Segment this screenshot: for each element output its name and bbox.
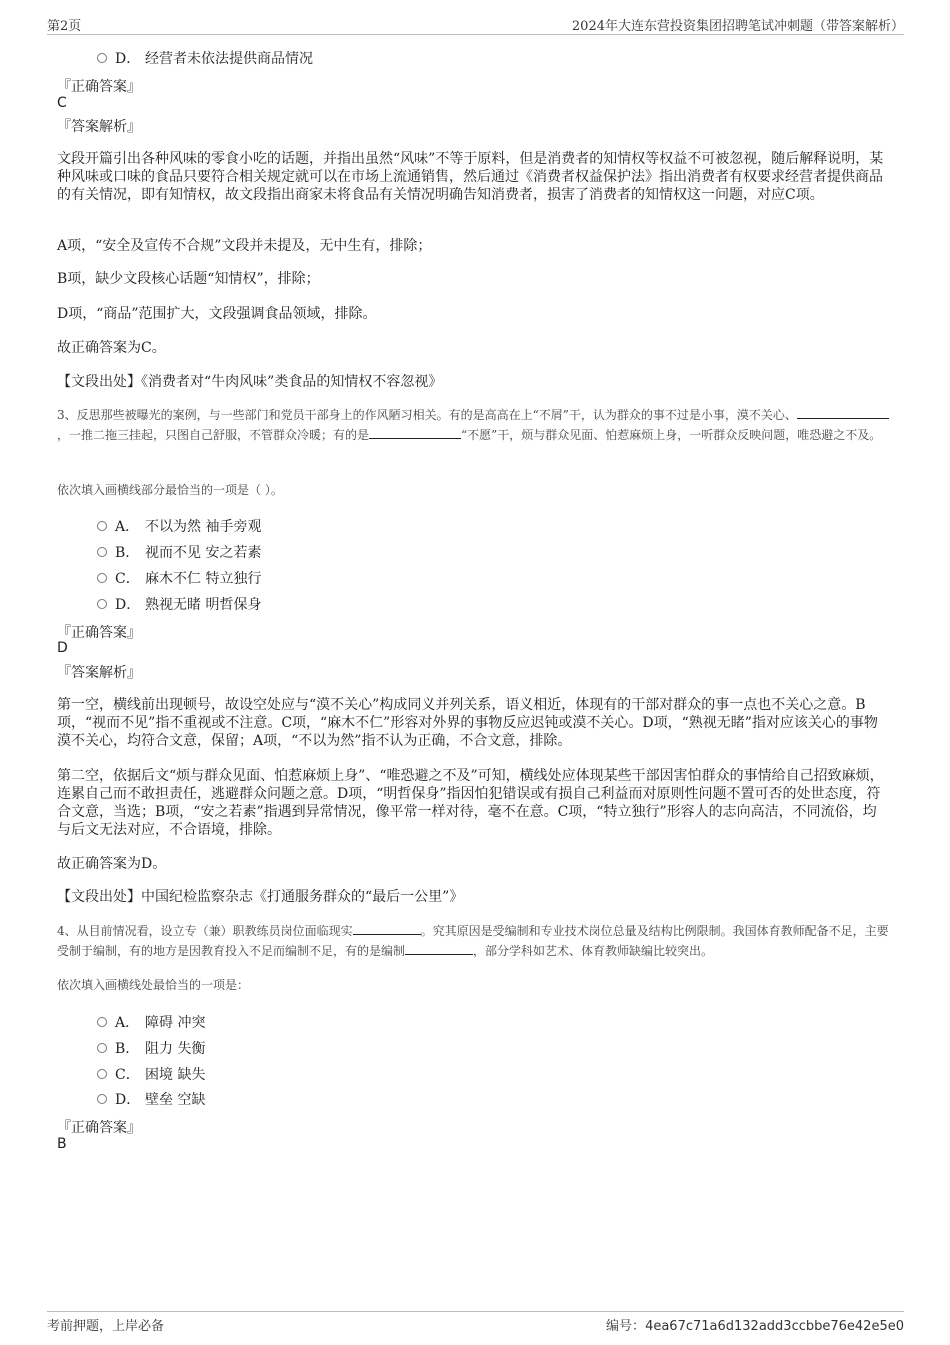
q2-answer: C <box>57 95 67 111</box>
q3-analysis-p3: 故正确答案为D。 <box>57 856 167 872</box>
page-number: 第2页 <box>47 19 82 34</box>
q4-option-c[interactable]: C． 困境 缺失 <box>97 1064 205 1084</box>
q2-analysis-p2: A项，“安全及宣传不合规”文段并未提及，无中生有，排除； <box>57 238 432 254</box>
q3-blank-1 <box>797 406 889 419</box>
radio-icon[interactable] <box>97 53 107 63</box>
q2-analysis-p3: B项，缺少文段核心话题“知情权”，排除； <box>57 271 320 287</box>
radio-icon[interactable] <box>97 547 107 557</box>
q4-blank-2 <box>405 942 473 955</box>
q3-answer: D <box>57 640 68 656</box>
q3-blank-2 <box>369 426 461 439</box>
radio-icon[interactable] <box>97 599 107 609</box>
q3-option-d[interactable]: D． 熟视无睹 明哲保身 <box>97 594 261 614</box>
radio-icon[interactable] <box>97 1094 107 1104</box>
q4-blank-1 <box>353 922 421 935</box>
q4-answer: B <box>57 1136 67 1152</box>
q3-stem: 3、反思那些被曝光的案例，与一些部门和党员干部身上的作风陋习相关。有的是高高在上“不屑”干，认为群众的事不过是小事，漠不关心、，一推二拖三挂起，只图自己舒服，不管群众冷暖；有的是 “不愿”干，烦与群众见面、怕惹麻烦上身，一听群众反映问题，唯恐避之不及。 <box>57 405 895 445</box>
page-footer <box>47 1311 904 1336</box>
document-title: 2024年大连东营投资集团招聘笔试冲刺题（带答案解析） <box>571 19 904 34</box>
q3-option-b[interactable]: B． 视而不见 安之若素 <box>97 542 261 562</box>
q2-answer-label: 『正确答案』 <box>57 79 141 95</box>
q4-option-a[interactable]: A． 障碍 冲突 <box>97 1012 205 1032</box>
q3-option-c[interactable]: C． 麻木不仁 特立独行 <box>97 568 261 588</box>
q3-analysis-label: 『答案解析』 <box>57 665 141 681</box>
q4-answer-label: 『正确答案』 <box>57 1120 141 1136</box>
footer-slogan: 考前押题，上岸必备 <box>47 1319 165 1334</box>
q2-option-d[interactable]: D． 经营者未依法提供商品情况 <box>97 48 313 68</box>
q3-source: 【文段出处】中国纪检监察杂志《打通服务群众的“最后一公里”》 <box>57 889 464 905</box>
radio-icon[interactable] <box>97 1017 107 1027</box>
q4-option-b[interactable]: B． 阻力 失衡 <box>97 1038 205 1058</box>
page-header <box>47 14 904 35</box>
q4-prompt: 依次填入画横线处最恰当的一项是： <box>57 978 250 992</box>
q3-option-a[interactable]: A． 不以为然 袖手旁观 <box>97 516 261 536</box>
q2-analysis-p1: 文段开篇引出各种风味的零食小吃的话题，并指出虽然“风味”不等于原料，但是消费者的知情权等权益不可被忽视，随后解释说明，某种风味或口味的食品只要符合相关规定就可以在市场上流通销售，然后通过《消费者权益保护法》指出消费者有权要求经营者提供商品的有关情况，即有知情权，故文段指出商家未将食品有关情况明确告知消费者，损害了消费者的知情权这一问题，对应C项。 <box>57 151 884 203</box>
q2-analysis-label: 『答案解析』 <box>57 119 141 135</box>
radio-icon[interactable] <box>97 521 107 531</box>
q4-option-d[interactable]: D． 壁垒 空缺 <box>97 1089 205 1109</box>
radio-icon[interactable] <box>97 573 107 583</box>
radio-icon[interactable] <box>97 1069 107 1079</box>
footer-code: 编号：4ea67c71a6d132add3ccbbe76e42e5e0 <box>606 1319 904 1334</box>
q3-answer-label: 『正确答案』 <box>57 625 141 641</box>
q2-analysis-p4: D项，“商品”范围扩大，文段强调食品领域，排除。 <box>57 306 377 322</box>
q2-analysis-p5: 故正确答案为C。 <box>57 340 166 356</box>
q3-prompt: 依次填入画横线部分最恰当的一项是（ ）。 <box>57 483 283 497</box>
radio-icon[interactable] <box>97 1043 107 1053</box>
q3-analysis-p2: 第二空，依据后文“烦与群众见面、怕惹麻烦上身”、“唯恐避之不及”可知，横线处应体现某些干部因害怕群众的事情给自己招致麻烦，连累自己而不敢担责任，逃避群众问题之意。D项，“明哲保身”指因怕犯错误或有损自己利益而对原则性问题不置可否的处世态度，符合文意，当选；B项，“安之若素”指遇到异常情况，像平常一样对待，毫不在意。C项，“特立独行”形容人的志向高洁，不同流俗，均与后文无法对应，不合语境，排除。 <box>57 768 884 838</box>
q3-analysis-p1: 第一空，横线前出现顿号，故设空处应与“漠不关心”构成同义并列关系，语义相近，体现有的干部对群众的事一点也不关心之意。B项，“视而不见”指不重视或不注意。C项，“麻木不仁”形容对外界的事物反应迟钝或漠不关心。D项，“熟视无睹”指对应该关心的事物漠不关心，均符合文意，保留；A项，“不以为然”指不认为正确，不合文意，排除。 <box>57 697 878 749</box>
q2-source: 【文段出处】《消费者对“牛肉风味”类食品的知情权不容忽视》 <box>57 374 443 390</box>
q4-stem: 4、从目前情况看，设立专（兼）职教练员岗位面临现实 。究其原因是受编制和专业技术岗位总量及结构比例限制。我国体育教师配备不足，主要受制于编制，有的地方是因教育投入不足而编制不足，有的是编制 ，部分学科如艺术、体育教师缺编比较突出。 <box>57 924 889 958</box>
